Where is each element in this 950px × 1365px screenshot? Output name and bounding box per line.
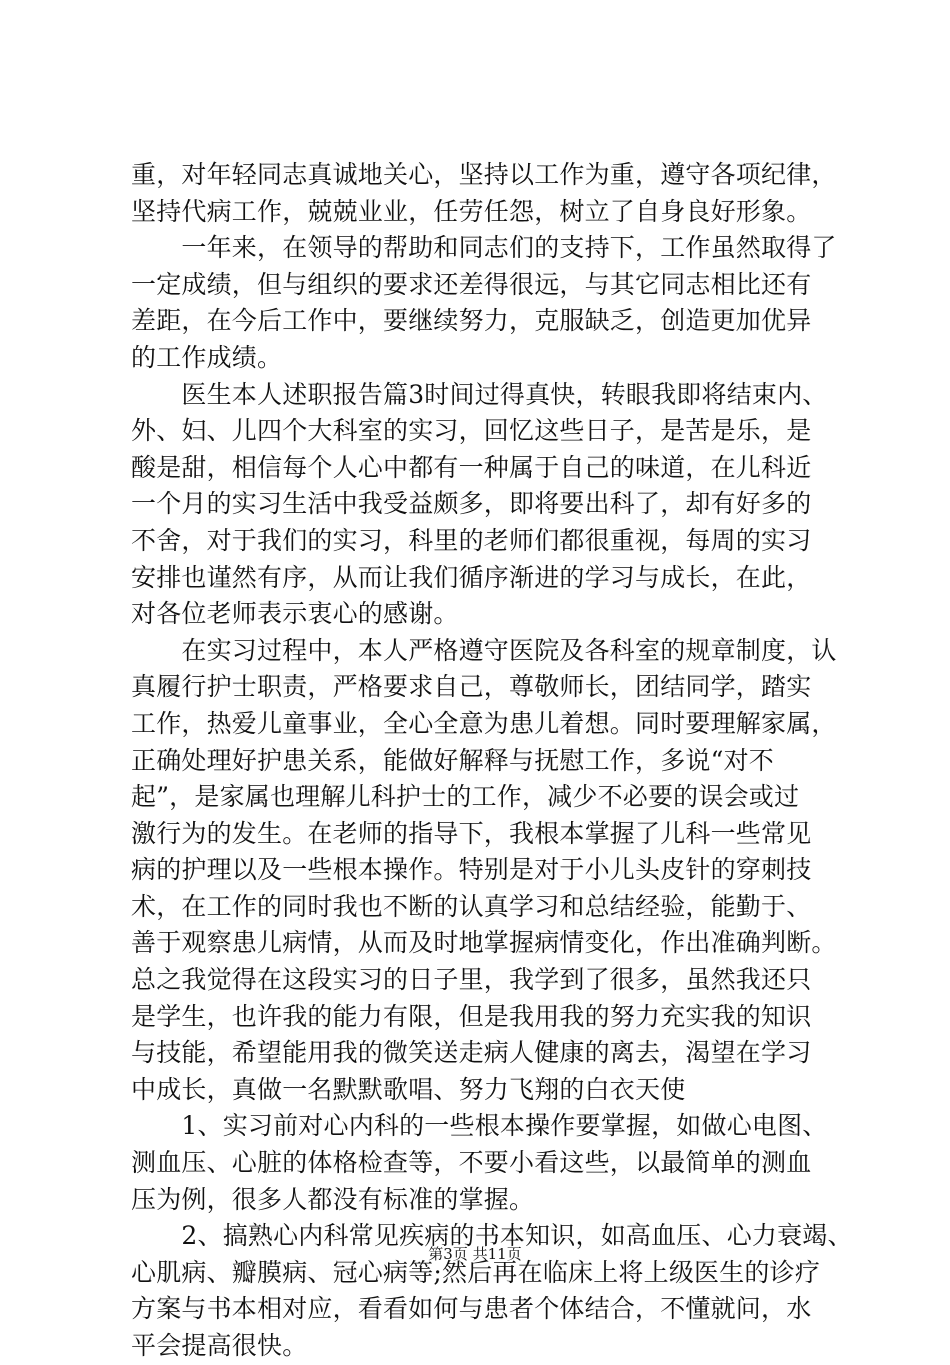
text-line: 对各位老师表示衷心的感谢。 — [131, 599, 459, 629]
page-footer: 第3页 共11页 — [428, 1245, 522, 1263]
text-line: 医生本人述职报告篇3时间过得真快，转眼我即将结束内、 — [131, 379, 828, 409]
text-line: 一定成绩，但与组织的要求还差得很远，与其它同志相比还有 — [131, 269, 812, 299]
text-line: 一年来，在领导的帮助和同志们的支持下，工作虽然取得了 — [131, 233, 837, 263]
text-line: 激行为的发生。在老师的指导下，我根本掌握了儿科一些常见 — [131, 818, 812, 848]
text-line: 术，在工作的同时我也不断的认真学习和总结经验，能勤于、 — [131, 891, 812, 921]
text-line: 酸是甜，相信每个人心中都有一种属于自己的味道，在儿科近 — [131, 452, 812, 482]
text-line: 与技能，希望能用我的微笑送走病人健康的离去，渴望在学习 — [131, 1038, 812, 1068]
text-line: 心肌病、瓣膜病、冠心病等;然后再在临床上将上级医生的诊疗 — [131, 1257, 821, 1287]
text-line: 重，对年轻同志真诚地关心，坚持以工作为重，遵守各项纪律， — [131, 160, 837, 189]
text-line: 起”，是家属也理解儿科护士的工作，减少不必要的误会或过 — [131, 782, 800, 812]
text-line: 病的护理以及一些根本操作。特别是对于小儿头皮针的穿刺技 — [131, 855, 812, 885]
text-line: 安排也谨然有序，从而让我们循序渐进的学习与成长，在此， — [131, 562, 812, 592]
text-line: 测血压、心脏的体格检查等，不要小看这些，以最简单的测血 — [131, 1148, 812, 1178]
document-body — [131, 157, 853, 1365]
text-line: 真履行护士职责，严格要求自己，尊敬师长，团结同学，踏实 — [131, 672, 812, 702]
text-line: 在实习过程中，本人严格遵守医院及各科室的规章制度，认 — [131, 635, 837, 665]
text-line: 1、实习前对心内科的一些根本操作要掌握，如做心电图、 — [131, 1111, 828, 1141]
text-line: 总之我觉得在这段实习的日子里，我学到了很多，虽然我还只 — [131, 965, 812, 995]
text-line: 平会提高很快。 — [131, 1331, 308, 1360]
text-line: 正确处理好护患关系，能做好解释与抚慰工作，多说“对不 — [131, 745, 774, 775]
text-line: 坚持代病工作，兢兢业业，任劳任怨，树立了自身良好形象。 — [131, 196, 812, 226]
text-line: 差距，在今后工作中，要继续努力，克服缺乏，创造更加优异 — [131, 306, 812, 336]
text-line: 外、妇、儿四个大科室的实习，回忆这些日子，是苦是乐，是 — [131, 416, 812, 446]
text-line: 中成长，真做一名默默歌唱、努力飞翔的白衣天使 — [131, 1074, 686, 1104]
text-line: 一个月的实习生活中我受益颇多，即将要出科了，却有好多的 — [131, 489, 812, 519]
text-line: 2、搞熟心内科常见疾病的书本知识，如高血压、心力衰竭、 — [131, 1221, 853, 1251]
text-line: 善于观察患儿病情，从而及时地掌握病情变化，作出准确判断。 — [131, 928, 837, 958]
text-line: 压为例，很多人都没有标准的掌握。 — [131, 1184, 535, 1214]
text-line: 不舍，对于我们的实习，科里的老师们都很重视，每周的实习 — [131, 525, 812, 555]
text-line: 方案与书本相对应，看看如何与患者个体结合，不懂就问，水 — [131, 1294, 812, 1324]
text-line: 是学生，也许我的能力有限，但是我用我的努力充实我的知识 — [131, 1001, 812, 1031]
text-line: 的工作成绩。 — [131, 342, 283, 372]
text-line: 工作，热爱儿童事业，全心全意为患儿着想。同时要理解家属， — [131, 708, 837, 738]
